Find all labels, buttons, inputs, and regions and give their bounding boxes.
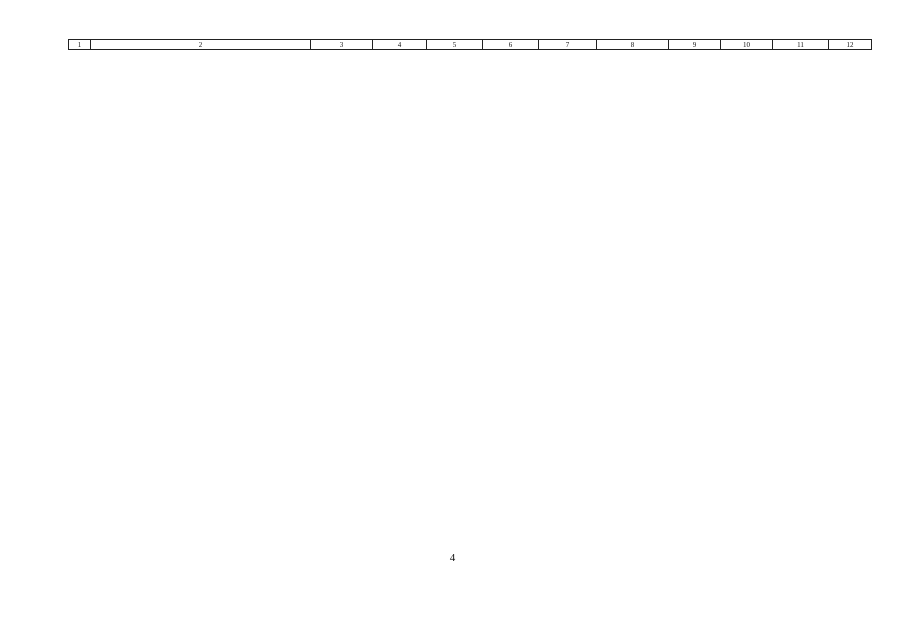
column-header: 8 [597, 40, 669, 50]
column-header: 5 [427, 40, 483, 50]
column-header: 9 [669, 40, 721, 50]
register-table-container [68, 39, 871, 50]
column-header: 4 [373, 40, 427, 50]
column-header: 1 [69, 40, 91, 50]
column-number-row [69, 40, 872, 50]
column-header: 6 [483, 40, 539, 50]
register-table [68, 39, 872, 50]
column-header: 2 [91, 40, 311, 50]
column-header: 11 [773, 40, 829, 50]
page-number: 4 [449, 552, 456, 564]
column-header: 10 [721, 40, 773, 50]
column-header: 7 [539, 40, 597, 50]
column-header: 3 [311, 40, 373, 50]
column-header: 12 [829, 40, 872, 50]
